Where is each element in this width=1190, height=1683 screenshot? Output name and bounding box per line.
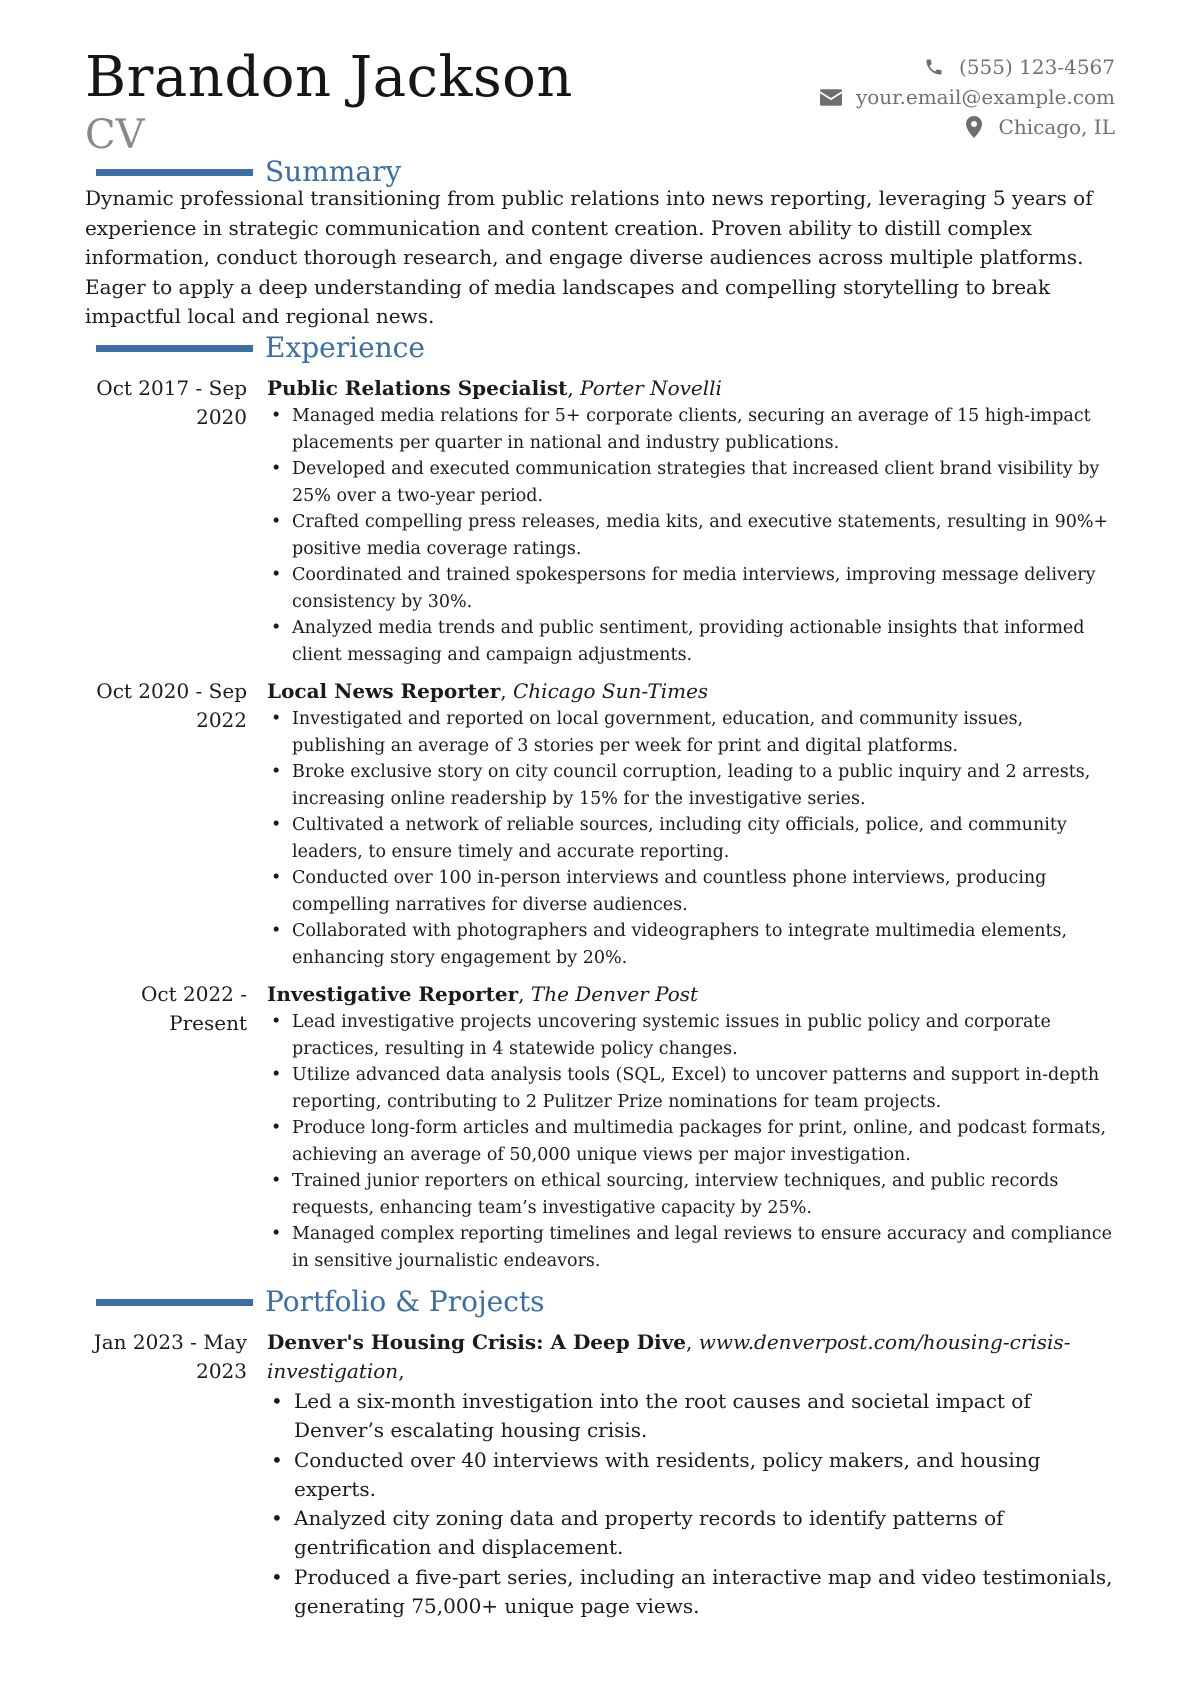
job-title: Public Relations Specialist — [267, 376, 568, 400]
employer: Chicago Sun-Times — [512, 679, 709, 703]
entry-heading: Public Relations Specialist, Porter Novelli — [267, 376, 722, 400]
employer: The Denver Post — [530, 982, 699, 1006]
bullet-item: • Crafted compelling press releases, media kits, and executive statements, resulting in 90%+ positive media coverage ratings. — [267, 509, 1115, 562]
section-projects-title — [96, 1284, 545, 1320]
employer: Porter Novelli — [580, 376, 722, 400]
bullet-item: • Analyzed city zoning data and property records to identify patterns of gentrification and displacement. — [267, 1504, 1115, 1563]
bullet-item: • Utilize advanced data analysis tools (SQL, Excel) to uncover patterns and support in-depth reporting, contributing to 2 Pulitzer Prize nominations for team projects. — [267, 1062, 1115, 1115]
job-title: Investigative Reporter — [267, 982, 519, 1006]
bullet-item: • Cultivated a network of reliable sources, including city officials, police, and community leaders, to ensure timely and accurate reporting. — [267, 812, 1115, 865]
entry-heading: Local News Reporter, Chicago Sun-Times — [267, 679, 709, 703]
section-divider-bar — [96, 1299, 253, 1306]
map-marker-icon — [961, 116, 987, 138]
bullet-item: • Lead investigative projects uncovering systemic issues in public policy and corporate practices, resulting in 4 statewide policy changes. — [267, 1009, 1115, 1062]
bullet-item: • Managed complex reporting timelines and legal reviews to ensure accuracy and compliance in sensitive journalistic endeavors. — [267, 1221, 1115, 1274]
bullet-item: • Led a six-month investigation into the root causes and societal impact of Denver’s escalating housing crisis. — [267, 1387, 1115, 1446]
bullet-item: • Developed and executed communication strategies that increased client brand visibility by 25% over a two-year period. — [267, 456, 1115, 509]
entry-heading: Denver's Housing Crisis: A Deep Dive, www.denverpost.com/housing-crisis-investigation, — [267, 1330, 1071, 1383]
bullet-item: • Managed media relations for 5+ corporate clients, securing an average of 15 high-impact placements per quarter in national and industry publications. — [267, 403, 1115, 456]
entry-dates: Jan 2023 - May 2023 — [93, 1330, 247, 1383]
contact-email — [715, 82, 1115, 112]
job-title: Local News Reporter — [267, 679, 501, 703]
contact-phone — [715, 52, 1115, 82]
bullet-item: • Produced a five-part series, including an interactive map and video testimonials, generating 75,000+ unique page views. — [267, 1563, 1115, 1622]
candidate-name: Brandon Jackson — [85, 45, 573, 110]
bullet-item: • Produce long-form articles and multimedia packages for print, online, and podcast formats, achieving an average of 50,000 unique views per major investigation. — [267, 1115, 1115, 1168]
entry-body — [267, 677, 1115, 971]
bullet-item: • Coordinated and trained spokespersons for media interviews, improving message delivery consistency by 30%. — [267, 562, 1115, 615]
bullet-item: • Analyzed media trends and public sentiment, providing actionable insights that informed client messaging and campaign adjustments. — [267, 615, 1115, 668]
bullet-item: • Investigated and reported on local government, education, and community issues, publishing an average of 3 stories per week for print and digital platforms. — [267, 706, 1115, 759]
entry-heading: Investigative Reporter, The Denver Post — [267, 982, 699, 1006]
section-label: Experience — [265, 331, 425, 364]
bullet-item: • Conducted over 40 interviews with residents, policy makers, and housing experts. — [267, 1446, 1115, 1505]
location-text: Chicago, IL — [998, 115, 1115, 139]
entry-bullets — [267, 403, 1115, 668]
contact-location — [715, 112, 1115, 142]
summary-text: Dynamic professional transitioning from public relations into news reporting, leveraging 5 years of experience in strategic communication and content creation. Proven ability to distill complex information, conduct thorough research, and engage diverse audiences across multiple platforms. Eager to apply a deep understanding of media landscapes and compelling storytelling to break impactful local and regional news. — [85, 186, 1093, 328]
bullet-item: • Collaborated with photographers and videographers to integrate multimedia elements, enhancing story engagement by 20%. — [267, 918, 1115, 971]
entry-dates: Oct 2017 - Sep 2020 — [96, 376, 247, 429]
document-type-label: CV — [85, 112, 145, 158]
section-divider-bar — [96, 169, 253, 176]
entry-bullets — [267, 1387, 1115, 1621]
entry-body — [267, 374, 1115, 668]
section-label: Summary — [265, 155, 402, 188]
phone-icon — [921, 57, 947, 77]
phone-number: (555) 123-4567 — [959, 55, 1115, 79]
project-link[interactable]: www.denverpost.com/housing-crisis-investigation — [267, 1330, 1071, 1383]
email-address[interactable]: your.email@example.com — [855, 85, 1115, 109]
section-divider-bar — [96, 345, 253, 352]
entry-dates: Oct 2020 - Sep 2022 — [96, 679, 247, 732]
contact-info — [715, 52, 1115, 142]
project-title: Denver's Housing Crisis: A Deep Dive — [267, 1330, 686, 1354]
bullet-item: • Broke exclusive story on city council corruption, leading to a public inquiry and 2 arrests, increasing online readership by 15% for the investigative series. — [267, 759, 1115, 812]
entry-body — [267, 980, 1115, 1274]
entry-dates: Oct 2022 - Present — [140, 982, 247, 1035]
bullet-item: • Trained junior reporters on ethical sourcing, interview techniques, and public records requests, enhancing team’s investigative capacity by 25%. — [267, 1168, 1115, 1221]
section-label: Portfolio & Projects — [265, 1285, 545, 1318]
entry-bullets — [267, 706, 1115, 971]
envelope-icon — [818, 89, 844, 106]
bullet-item: • Conducted over 100 in-person interviews and countless phone interviews, producing compelling narratives for diverse audiences. — [267, 865, 1115, 918]
section-experience-title — [96, 330, 425, 366]
entry-body — [267, 1328, 1115, 1621]
entry-bullets — [267, 1009, 1115, 1274]
